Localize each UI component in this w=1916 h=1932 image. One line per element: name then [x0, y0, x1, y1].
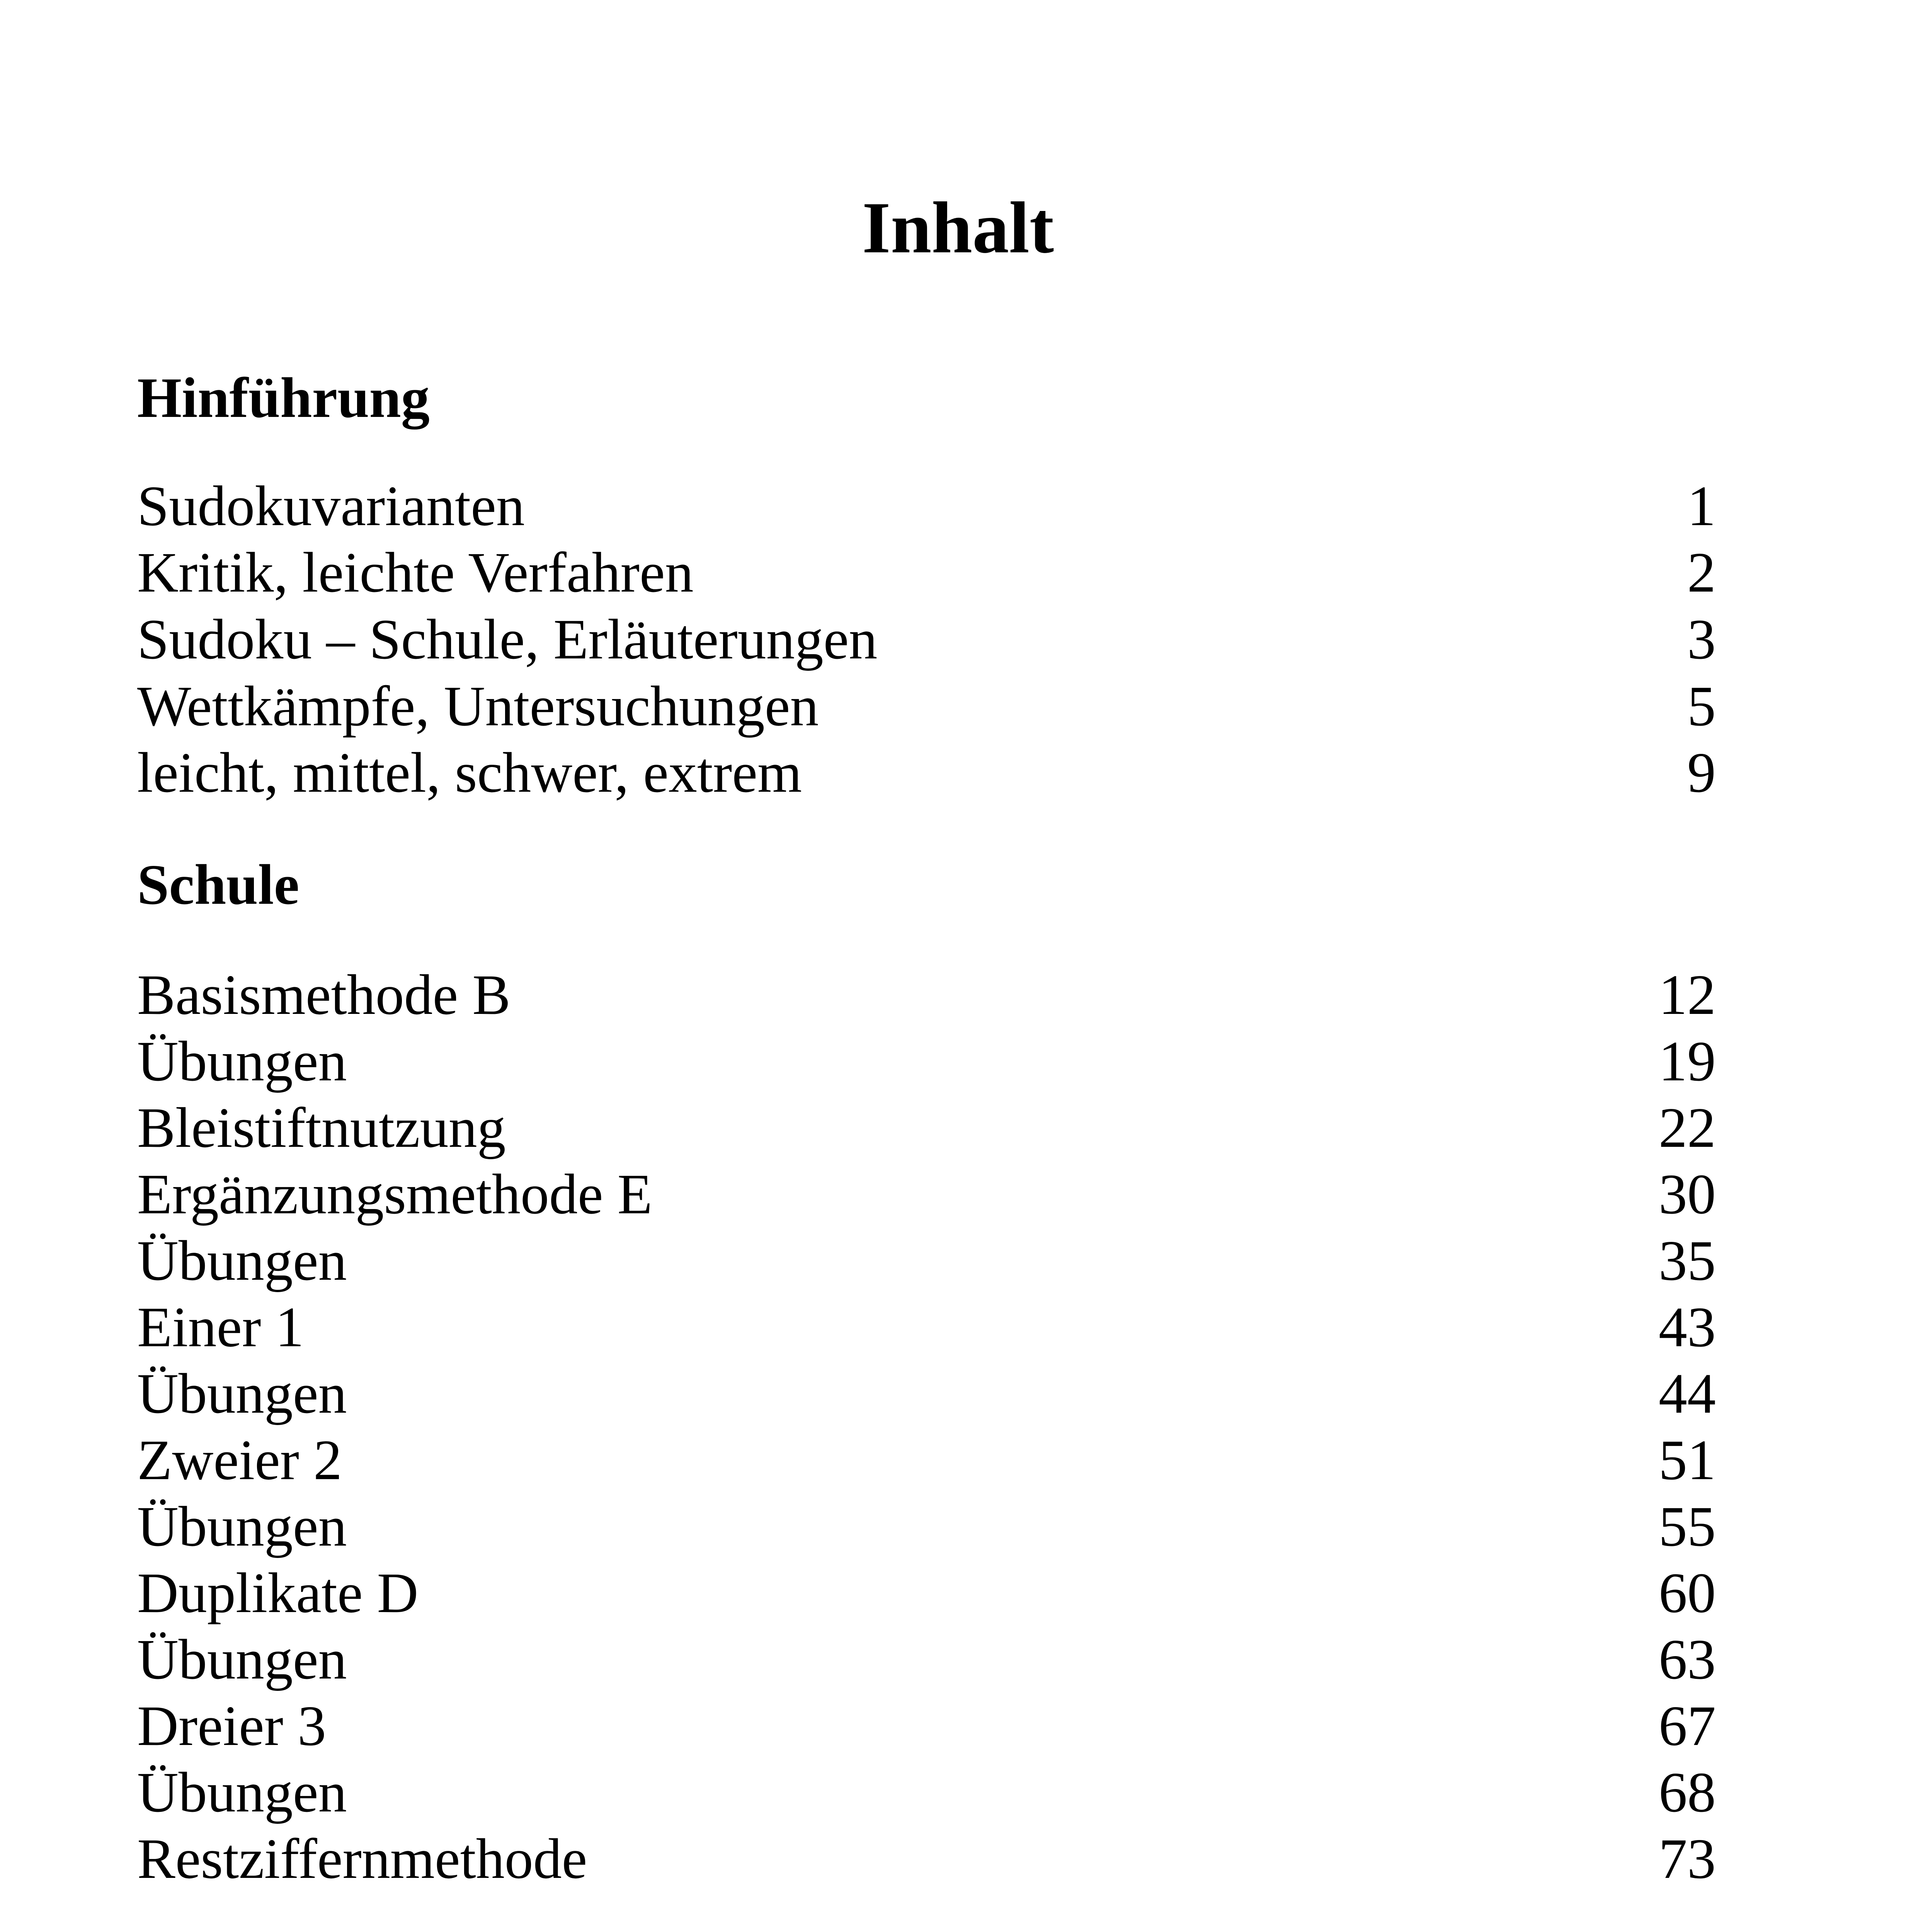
toc-entry-label: Restziffernmethode	[137, 1827, 587, 1891]
toc-entry	[137, 473, 1716, 539]
toc-entry	[137, 1361, 1716, 1427]
toc-entry	[137, 1029, 1716, 1094]
toc-entry-page: 67	[1659, 1694, 1716, 1758]
toc-entry-label: Kritik, leichte Verfahren	[137, 541, 694, 604]
toc-entry	[137, 1560, 1716, 1626]
toc-entry-page: 68	[1659, 1761, 1716, 1824]
toc-entry	[137, 1627, 1716, 1692]
toc-entry-label: Übungen	[137, 1761, 347, 1824]
toc-entry-page: 1	[1687, 474, 1716, 538]
toc-entry	[137, 962, 1716, 1028]
page-title: Inhalt	[862, 187, 1054, 269]
toc-entry	[137, 1095, 1716, 1161]
toc-entry-label: Zweier 2	[137, 1429, 342, 1492]
toc-entry-label: Einer 1	[137, 1296, 304, 1359]
section-heading: Hinführung	[137, 366, 430, 430]
toc-entry	[137, 540, 1716, 605]
toc-entry	[137, 607, 1716, 672]
toc-entry-label: Dreier 3	[137, 1694, 326, 1758]
toc-entry-label: Ergänzungsmethode E	[137, 1163, 653, 1226]
toc-entry-page: 12	[1659, 963, 1716, 1027]
toc-entry-page: 3	[1687, 608, 1716, 671]
toc-entry-page: 5	[1687, 675, 1716, 738]
toc-entry-label: Übungen	[137, 1030, 347, 1093]
toc-entry-page: 60	[1659, 1561, 1716, 1625]
toc-entry-page: 9	[1687, 741, 1716, 804]
toc-entry-page: 43	[1659, 1296, 1716, 1359]
toc-entry-label: leicht, mittel, schwer, extrem	[137, 741, 802, 804]
toc-entry	[137, 1294, 1716, 1360]
toc-entry	[137, 1494, 1716, 1560]
toc-entry	[137, 1228, 1716, 1294]
toc-entry-page: 2	[1687, 541, 1716, 604]
toc-entry-page: 35	[1659, 1229, 1716, 1293]
toc-entry	[137, 1826, 1716, 1892]
toc-entry	[137, 740, 1716, 806]
toc-entry	[137, 673, 1716, 739]
toc-entry-label: Wettkämpfe, Untersuchungen	[137, 675, 819, 738]
toc-entry-page: 51	[1659, 1429, 1716, 1492]
toc-entry	[137, 1760, 1716, 1825]
toc-entry-page: 73	[1659, 1827, 1716, 1891]
toc-entry-label: Übungen	[137, 1362, 347, 1425]
toc-entry	[137, 1693, 1716, 1759]
toc-entry-label: Sudokuvarianten	[137, 474, 525, 538]
toc-entry-label: Übungen	[137, 1628, 347, 1691]
toc-entry	[137, 1162, 1716, 1227]
toc-entry-label: Basismethode B	[137, 963, 511, 1027]
toc-entry-page: 55	[1659, 1495, 1716, 1558]
toc-entry-page: 63	[1659, 1628, 1716, 1691]
toc-entry-label: Übungen	[137, 1229, 347, 1293]
toc-entry-label: Duplikate D	[137, 1561, 419, 1625]
toc-entry-label: Bleistiftnutzung	[137, 1096, 506, 1160]
toc-entry-label: Sudoku – Schule, Erläuterungen	[137, 608, 878, 671]
toc-entry	[137, 1427, 1716, 1493]
toc-entry-label: Übungen	[137, 1495, 347, 1558]
section-heading: Schule	[137, 853, 299, 917]
toc-entry-page: 44	[1659, 1362, 1716, 1425]
toc-entry-page: 22	[1659, 1096, 1716, 1160]
toc-entry-page: 19	[1659, 1030, 1716, 1093]
toc-entry-page: 30	[1659, 1163, 1716, 1226]
